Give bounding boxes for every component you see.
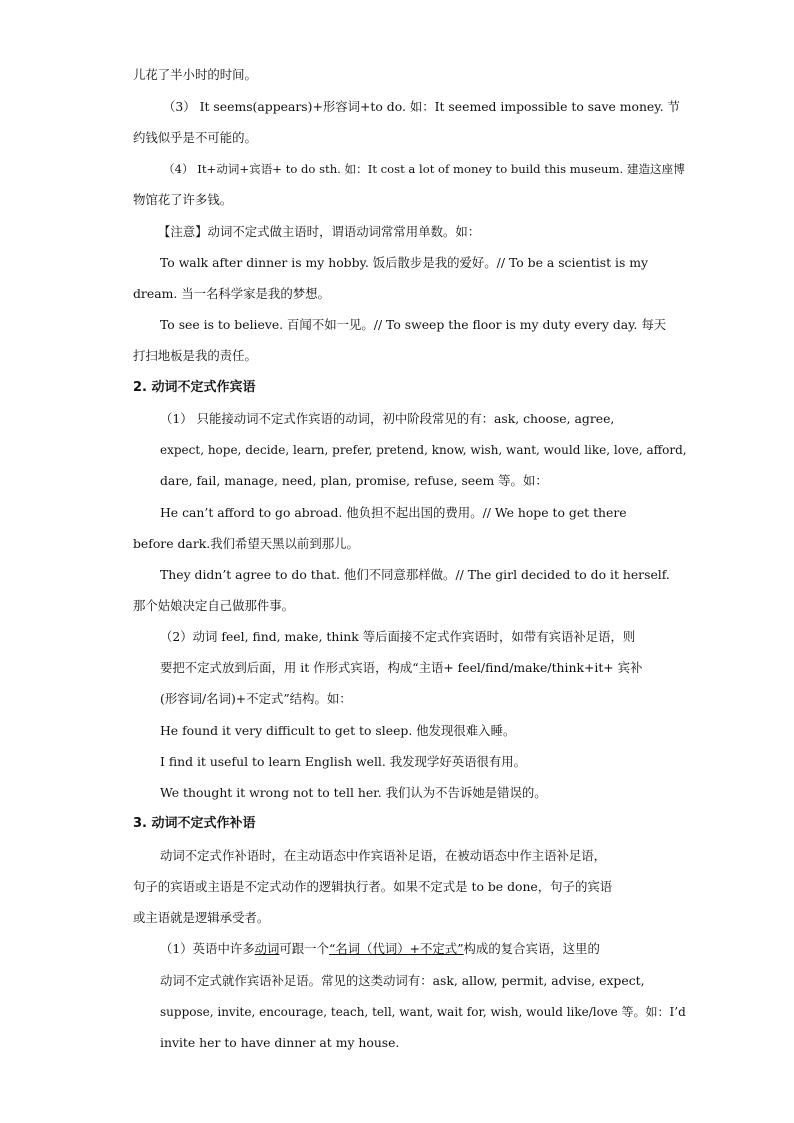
text-segment: 可跟一个 (279, 941, 329, 956)
text-segment: （1）英语中许多 (160, 941, 255, 956)
text-line: （2）动词 feel, find, make, think 等后面接不定式作宾语时，如带有宾语补足语，则 (160, 629, 636, 644)
text-line: dream. 当一名科学家是我的梦想。 (133, 286, 330, 301)
text-line: 句子的宾语或主语是不定式动作的逻辑执行者。如果不定式是 to be done，句子的宾语 (133, 879, 613, 894)
text-line: （1） 只能接动词不定式作宾语的动词，初中阶段常见的有：ask, choose, agree, (160, 411, 615, 426)
text-line (160, 940, 600, 958)
text-line: 打扫地板是我的责任。 (133, 348, 257, 363)
text-line: 物馆花了许多钱。 (133, 192, 233, 207)
text-line: before dark.我们希望天黑以前到那儿。 (133, 536, 359, 551)
text-line: We thought it wrong not to tell her. 我们认为不告诉她是错误的。 (160, 785, 547, 800)
text-segment: 构成的复合宾语，这里的 (463, 941, 600, 956)
text-line: 要把不定式放到后面，用 it 作形式宾语，构成“主语+ feel/find/make/think+it+ 宾补 (160, 660, 643, 675)
text-line: invite her to have dinner at my house. (160, 1035, 400, 1050)
section-heading: 3. 动词不定式作补语 (133, 816, 256, 831)
underlined-segment: “名词（代词）+不定式” (328, 941, 464, 956)
text-line: 动词不定式就作宾语补足语。常见的这类动词有：ask, allow, permit, advise, expect, (160, 973, 645, 988)
text-line: He can’t afford to go abroad. 他负担不起出国的费用。// We hope to get there (160, 505, 627, 520)
text-line: 约钱似乎是不可能的。 (133, 130, 257, 145)
note-line: 【注意】动词不定式做主语时，谓语动词常常用单数。如： (158, 224, 481, 239)
text-line: dare, fail, manage, need, plan, promise, refuse, seem 等。如： (160, 473, 548, 488)
text-line: He found it very difficult to get to sleep. 他发现很难入睡。 (160, 723, 516, 738)
underlined-segment: 动词 (254, 941, 280, 956)
text-line: (形容词/名词)+不定式”结构。如： (160, 691, 352, 706)
text-line: To see is to believe. 百闻不如一见。// To sweep the floor is my duty every day. 每天 (160, 317, 667, 332)
text-line: To walk after dinner is my hobby. 饭后散步是我的爱好。// To be a scientist is my (160, 255, 649, 270)
text-line: 儿花了半小时的时间。 (133, 67, 257, 82)
text-line: 或主语就是逻辑承受者。 (133, 910, 270, 925)
section-heading: 2. 动词不定式作宾语 (133, 380, 256, 395)
text-line: 那个姑娘决定自己做那件事。 (133, 598, 295, 613)
text-line: （4） It+动词+宾语+ to do sth. 如：It cost a lot of money to build this museum. 建造这座博 (163, 162, 685, 176)
text-line: （3） It seems(appears)+形容词+to do. 如：It seemed impossible to save money. 节 (163, 99, 680, 114)
text-line: 动词不定式作补语时，在主动语态中作宾语补足语，在被动语态中作主语补足语， (160, 848, 607, 863)
text-line: suppose, invite, encourage, teach, tell, want, wait for, wish, would like/love 等。如：I’d (160, 1005, 686, 1019)
text-line: I find it useful to learn English well. 我发现学好英语很有用。 (160, 754, 527, 769)
text-line: They didn’t agree to do that. 他们不同意那样做。// The girl decided to do it herself. (160, 567, 670, 582)
text-line: expect, hope, decide, learn, prefer, pretend, know, wish, want, would like, love, afford, (160, 443, 687, 457)
